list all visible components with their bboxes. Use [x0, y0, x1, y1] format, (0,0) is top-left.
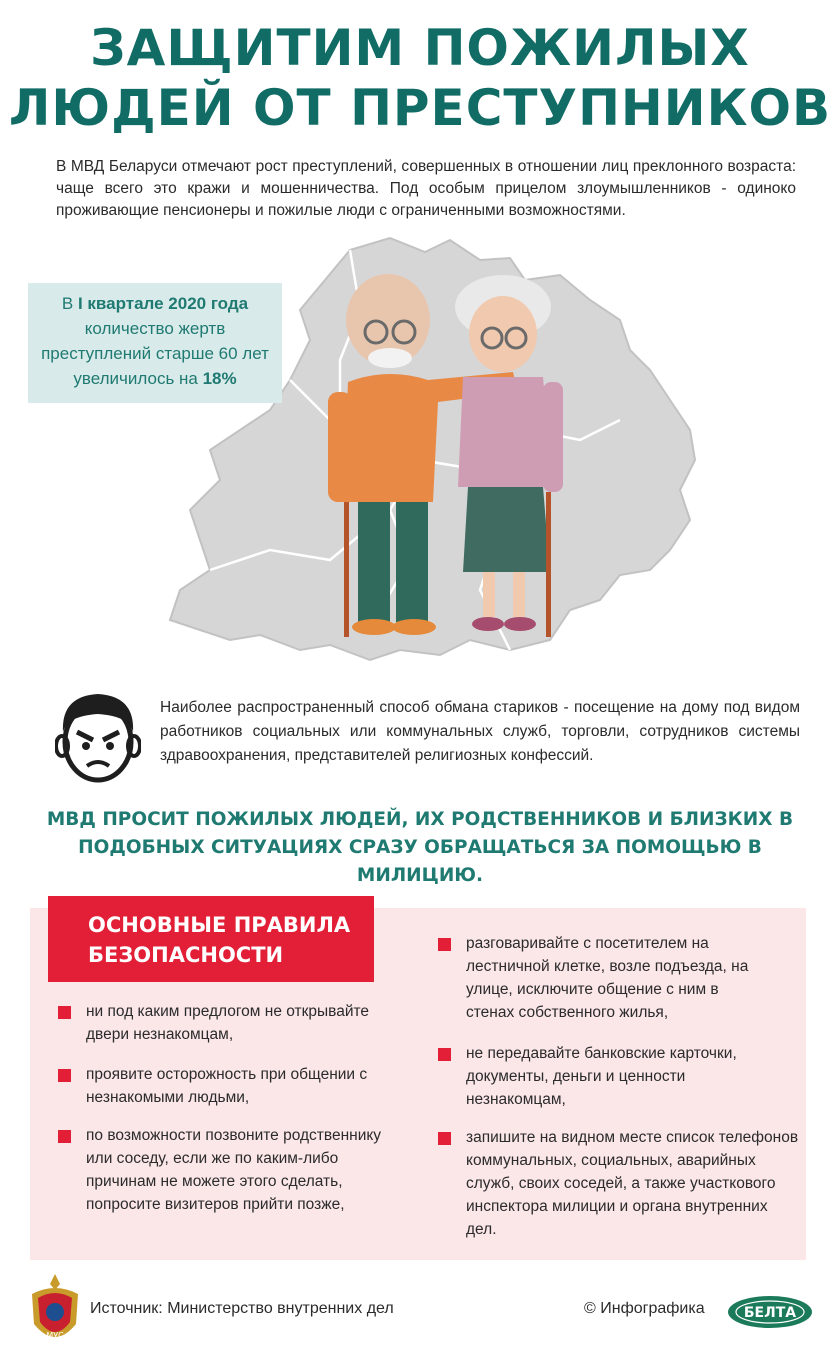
scam-description: Наиболее распространенный способ обмана стариков - посещение на дому под видом работников социальных или коммунальных служб, торговли, сотрудников системы здравоохранения, представителей религиозных конфессий.	[160, 699, 800, 764]
safety-rules-heading	[48, 896, 374, 982]
rule-item-right-3: запишите на видном месте список телефонов коммунальных, социальных, аварийных служб, своих соседей, а также участкового инспектора милиции и органа внутренних дел.	[466, 1129, 799, 1238]
stat-line-2: количество жертв	[84, 319, 226, 338]
appeal-line-1: МВД ПРОСИТ ПОЖИЛЫХ ЛЮДЕЙ, ИХ РОДСТВЕННИКОВ И БЛИЗКИХ В	[46, 809, 794, 830]
angry-face-icon	[55, 688, 141, 784]
stat-percent: 18%	[202, 369, 237, 388]
intro-paragraph: В МВД Беларуси отмечают рост преступлений, совершенных в отношении лиц преклонного возраста: чаще всего это кражи и мошенничества. Под особым прицелом злоумышленников - одиноко проживающие пенсионеры и пожилые люди с ограниченными возможностями.	[56, 158, 796, 219]
source-text: Источник: Министерство внутренних дел	[90, 1300, 394, 1317]
belta-logo-icon	[726, 1294, 814, 1330]
emblem-text: МУС	[46, 1331, 64, 1340]
stat-line-4	[28, 366, 282, 391]
rule-bullet	[438, 1048, 451, 1061]
stat-increase-prefix: увеличилось на	[73, 369, 203, 388]
rule-item-left-3: по возможности позвоните родственнику или соседу, если же по каким-либо причинам не можете этого сделать, попросите визитеров прийти позже,	[86, 1127, 382, 1213]
rule-bullet	[438, 938, 451, 951]
rule-bullet	[438, 1132, 451, 1145]
mvd-emblem-icon	[26, 1272, 84, 1352]
stat-period: I квартале 2020 года	[77, 294, 249, 313]
title-line-1: ЗАЩИТИМ ПОЖИЛЫХ	[90, 19, 750, 77]
rule-item-left-2: проявите осторожность при общении с незнакомыми людьми,	[86, 1066, 368, 1106]
appeal-line-2: ПОДОБНЫХ СИТУАЦИЯХ СРАЗУ ОБРАЩАТЬСЯ ЗА ПОМОЩЬЮ В МИЛИЦИЮ.	[78, 837, 762, 886]
police-appeal	[20, 806, 820, 890]
elderly-couple-illustration	[318, 272, 578, 644]
belta-logo-text: БЕЛТА	[743, 1305, 797, 1321]
rule-bullet	[58, 1069, 71, 1082]
rule-item-left-1: ни под каким предлогом не открывайте двери незнакомцам,	[86, 1003, 370, 1043]
stat-line-3: преступлений старше 60 лет	[41, 344, 269, 363]
stat-line-1	[28, 291, 282, 316]
rule-bullet	[58, 1130, 71, 1143]
rules-heading-line-2: БЕЗОПАСНОСТИ	[88, 943, 284, 967]
rule-item-right-1: разговаривайте с посетителем на лестничной клетке, возле подъезда, на улице, исключите общение с ним в стенах собственного жилья,	[466, 935, 749, 1021]
rules-heading-line-1: ОСНОВНЫЕ ПРАВИЛА	[88, 913, 351, 937]
title-line-2: ЛЮДЕЙ ОТ ПРЕСТУПНИКОВ	[8, 79, 832, 137]
rule-bullet	[58, 1006, 71, 1019]
stat-box	[28, 283, 282, 403]
page-title	[0, 18, 840, 138]
credit-text: © Инфографика	[584, 1300, 705, 1317]
stat-prefix: В	[61, 294, 78, 313]
rule-item-right-2: не передавайте банковские карточки, документы, деньги и ценности незнакомцам,	[466, 1045, 737, 1108]
